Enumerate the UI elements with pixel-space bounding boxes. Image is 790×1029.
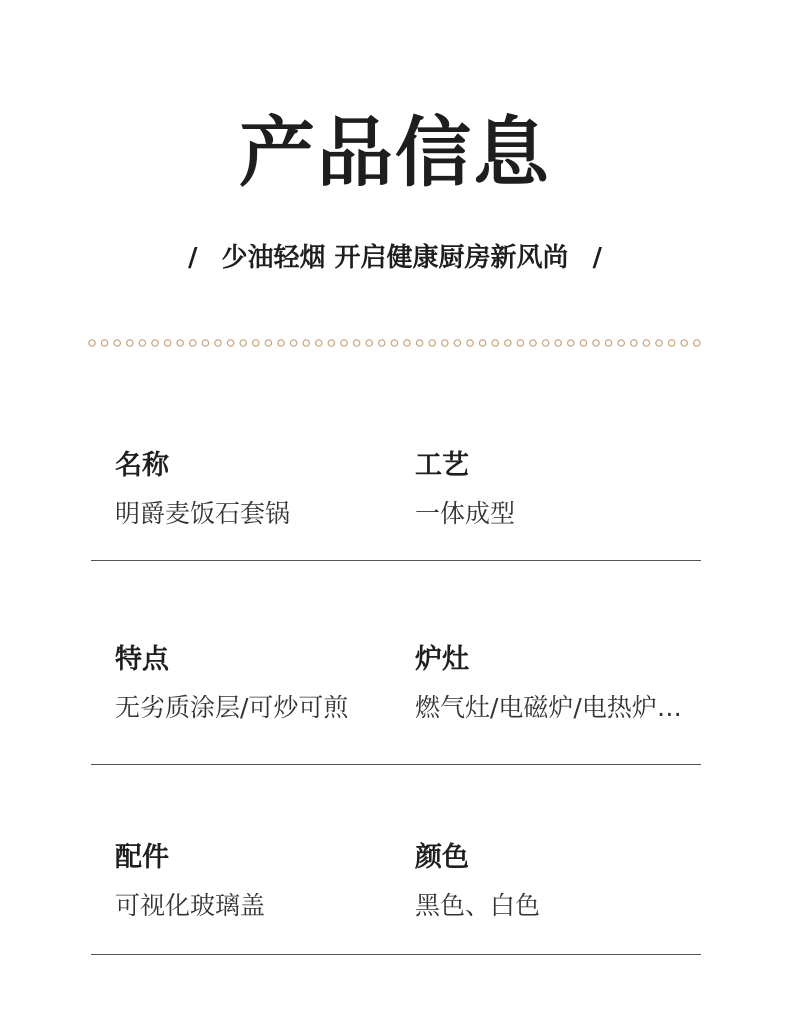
divider-dot xyxy=(303,340,309,346)
divider-dot xyxy=(101,340,107,346)
divider-dot xyxy=(278,340,284,346)
divider-dot xyxy=(215,340,221,346)
divider-dot xyxy=(265,340,271,346)
divider-dot xyxy=(580,340,586,346)
divider-dot xyxy=(328,340,334,346)
divider-dot xyxy=(505,340,511,346)
divider-dot xyxy=(316,340,322,346)
divider-dot xyxy=(467,340,473,346)
subtitle xyxy=(0,238,790,278)
spec-item-stove xyxy=(415,640,682,726)
divider-dot xyxy=(404,340,410,346)
divider-dot xyxy=(631,340,637,346)
divider-dot xyxy=(542,340,548,346)
divider-dot xyxy=(568,340,574,346)
divider-dot xyxy=(442,340,448,346)
divider-dot xyxy=(681,340,687,346)
spec-value: 燃气灶/电磁炉/电热炉… xyxy=(415,693,682,722)
spec-value: 可视化玻璃盖 xyxy=(115,891,266,920)
divider-dot xyxy=(517,340,523,346)
subtitle-slash-right: / xyxy=(592,243,603,273)
divider-dot xyxy=(643,340,649,346)
dotted-divider xyxy=(88,336,702,350)
divider-dot xyxy=(656,340,662,346)
divider-dot xyxy=(618,340,624,346)
divider-dot xyxy=(454,340,460,346)
divider-dot xyxy=(479,340,485,346)
spec-item-features xyxy=(115,640,348,726)
divider-dot xyxy=(89,340,95,346)
divider-dot xyxy=(127,340,133,346)
divider-dot xyxy=(593,340,599,346)
spec-item-craft xyxy=(415,446,515,532)
divider-dot xyxy=(341,340,347,346)
divider-dot xyxy=(429,340,435,346)
spec-value: 无劣质涂层/可炒可煎 xyxy=(115,693,349,722)
divider-dot xyxy=(492,340,498,346)
divider-dot xyxy=(366,340,372,346)
spec-row-2 xyxy=(91,640,701,765)
divider-dot xyxy=(353,340,359,346)
spec-label: 名称 xyxy=(115,450,169,481)
divider-dot xyxy=(190,340,196,346)
divider-dot xyxy=(253,340,259,346)
divider-dot xyxy=(668,340,674,346)
divider-dot xyxy=(114,340,120,346)
divider-dot xyxy=(555,340,561,346)
spec-value: 黑色、白色 xyxy=(415,891,541,920)
divider-dot xyxy=(391,340,397,346)
spec-label: 炉灶 xyxy=(415,644,469,675)
divider-dot xyxy=(416,340,422,346)
spec-label: 颜色 xyxy=(415,842,469,873)
divider-dot xyxy=(530,340,536,346)
divider-dot xyxy=(177,340,183,346)
spec-item-accessory xyxy=(115,838,265,924)
divider-dot xyxy=(202,340,208,346)
spec-item-color xyxy=(415,838,540,924)
spec-row-3 xyxy=(91,838,701,955)
spec-label: 工艺 xyxy=(415,450,469,481)
spec-label: 配件 xyxy=(115,842,169,873)
divider-dot xyxy=(164,340,170,346)
divider-dot xyxy=(240,340,246,346)
divider-dot xyxy=(694,340,700,346)
spec-row-1 xyxy=(91,446,701,561)
page-title: 产品信息 xyxy=(239,108,551,197)
divider-dot xyxy=(227,340,233,346)
spec-value: 一体成型 xyxy=(415,499,516,528)
spec-item-name xyxy=(115,446,290,532)
subtitle-slash-left: / xyxy=(187,243,198,273)
divider-dot xyxy=(152,340,158,346)
spec-label: 特点 xyxy=(115,644,169,675)
divider-dot xyxy=(605,340,611,346)
subtitle-text: 少油轻烟 开启健康厨房新风尚 xyxy=(221,243,569,273)
spec-value: 明爵麦饭石套锅 xyxy=(115,499,291,528)
divider-dot xyxy=(139,340,145,346)
divider-dot xyxy=(290,340,296,346)
divider-dot xyxy=(379,340,385,346)
